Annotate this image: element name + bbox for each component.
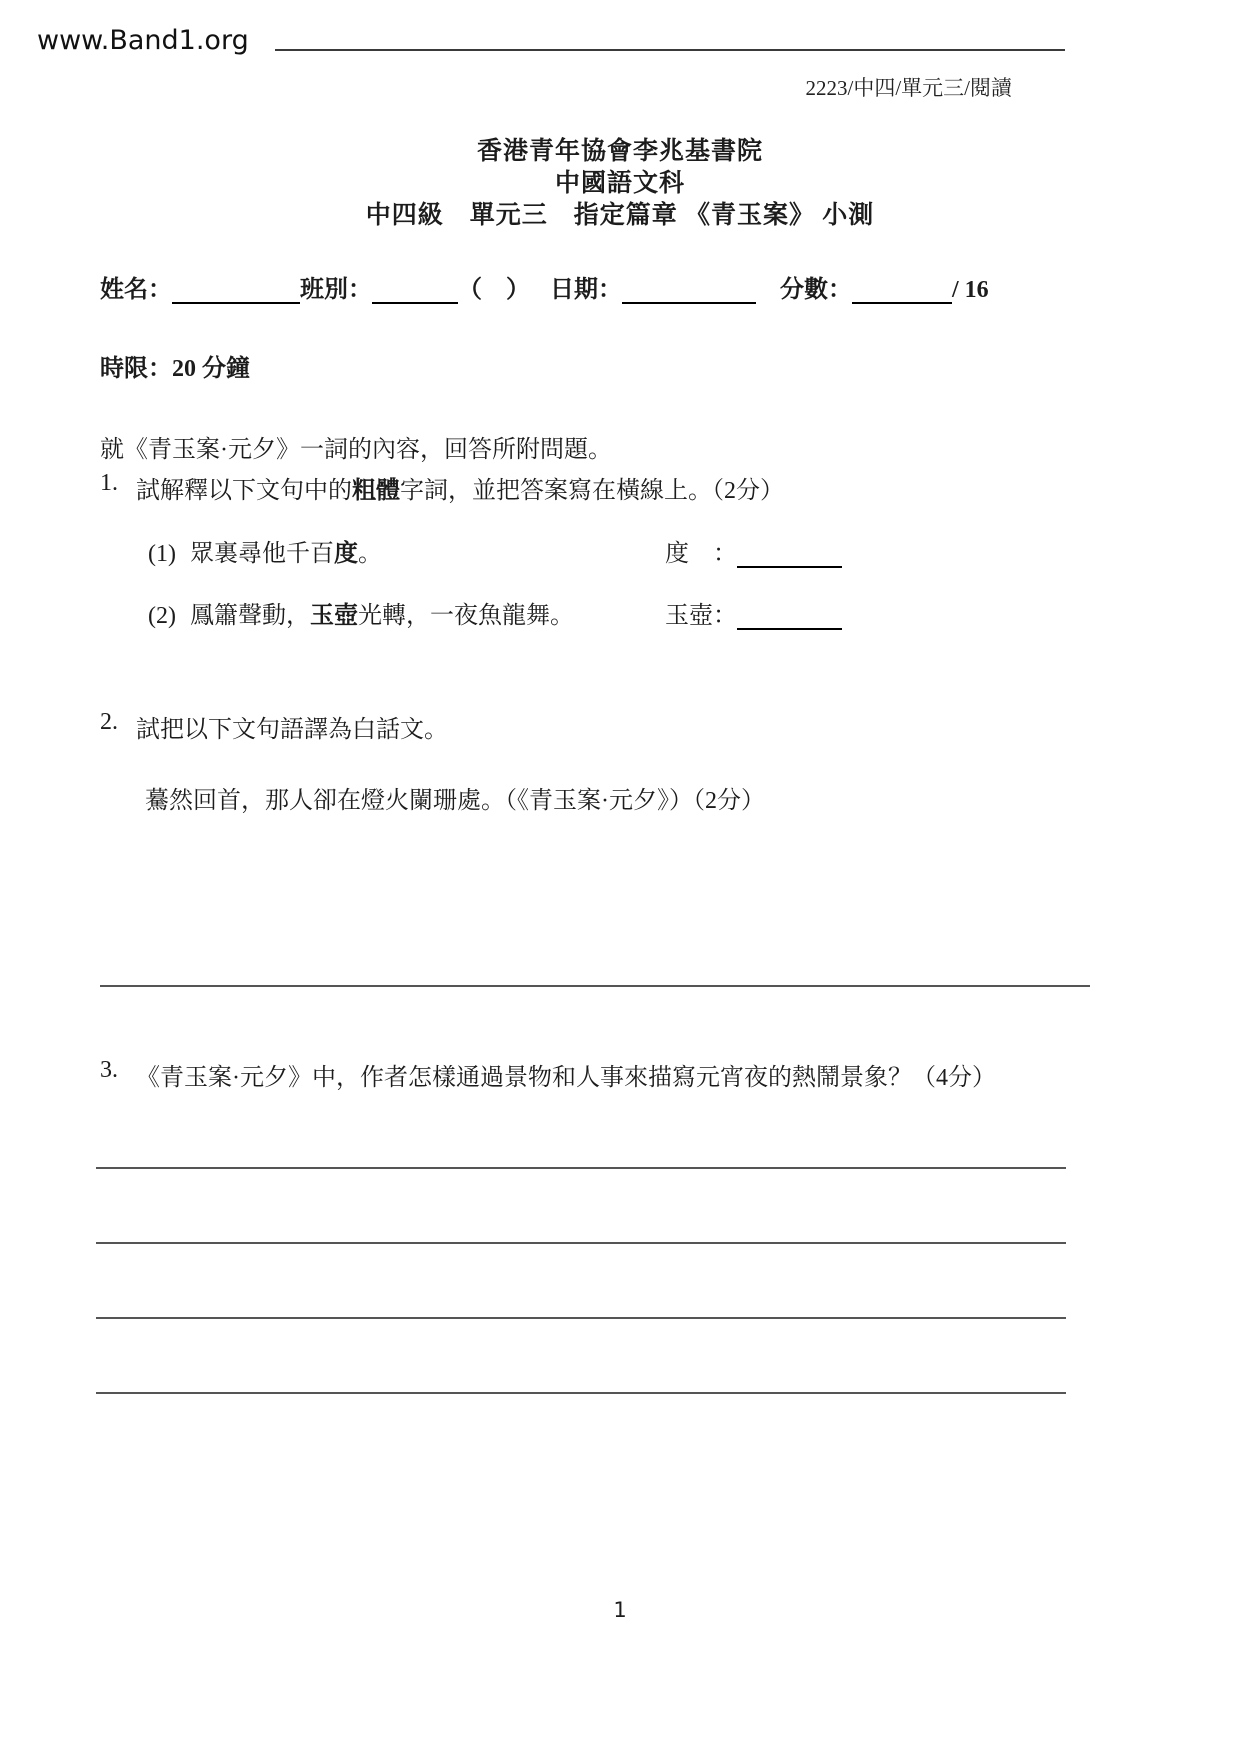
question-3-text: 《青玉案·元夕》中，作者怎樣通過景物和人事來描寫元宵夜的熱鬧景象？（4分） bbox=[136, 1064, 996, 1091]
class-label: 班別： bbox=[300, 276, 372, 303]
question-3-answer-line-1[interactable] bbox=[96, 1167, 1066, 1169]
sub-question-1-bold: 度 bbox=[333, 540, 358, 567]
question-1-text-pre: 試解釋以下文句中的 bbox=[136, 477, 352, 504]
intro-text: 就《青玉案·元夕》一詞的內容，回答所附問題。 bbox=[100, 436, 612, 463]
sub-question-1-post: 。 bbox=[357, 540, 382, 567]
sub-question-2-bold: 玉壺 bbox=[309, 602, 358, 629]
score-blank-field[interactable] bbox=[852, 278, 952, 304]
question-2-number: 2. bbox=[100, 708, 118, 735]
sub-question-2-sentence bbox=[148, 603, 574, 629]
question-3-answer-line-2[interactable] bbox=[96, 1242, 1066, 1244]
sub-question-1-answer-label: 度 ： bbox=[665, 540, 737, 567]
title-block bbox=[0, 136, 1240, 232]
question-3 bbox=[100, 1057, 1240, 1092]
question-1 bbox=[100, 470, 1240, 505]
date-label: 日期： bbox=[550, 276, 622, 303]
site-header bbox=[0, 0, 1240, 56]
sub-question-2-answer bbox=[665, 595, 842, 630]
sub-question-2-answer-label: 玉壺： bbox=[665, 602, 737, 629]
info-line bbox=[100, 272, 1240, 304]
question-2-text: 試把以下文句語譯為白話文。 bbox=[136, 716, 448, 743]
question-2 bbox=[100, 709, 1240, 744]
sub-question-1 bbox=[148, 533, 1240, 567]
site-url: www.Band1.org bbox=[37, 25, 249, 56]
sub-question-2 bbox=[148, 595, 1240, 629]
header-rule bbox=[275, 49, 1065, 51]
sub-question-2-pre: 鳳簫聲動， bbox=[189, 602, 310, 629]
score-total: / 16 bbox=[952, 276, 989, 303]
exam-title: 中四級 單元三 指定篇章 《青玉案》 小測 bbox=[365, 201, 875, 229]
question-3-answer-line-3[interactable] bbox=[96, 1317, 1066, 1319]
sub-question-1-answer-blank[interactable] bbox=[737, 542, 842, 568]
question-1-text-bold: 粗體 bbox=[352, 477, 400, 504]
question-1-text bbox=[136, 470, 844, 505]
date-blank-field[interactable] bbox=[622, 278, 756, 304]
class-blank-field[interactable] bbox=[372, 278, 458, 304]
sub-question-2-post: 光轉，一夜魚龍舞。 bbox=[357, 602, 574, 629]
page-number: 1 bbox=[613, 1598, 627, 1622]
doc-code: 2223/中四/單元三/閱讀 bbox=[805, 75, 1012, 100]
time-limit: 時限：20 分鐘 bbox=[100, 355, 250, 382]
question-3-number: 3. bbox=[100, 1056, 118, 1083]
sub-question-1-sentence bbox=[148, 541, 382, 567]
question-2-quote: 驀然回首，那人卻在燈火闌珊處。（《青玉案·元夕》）（2分） bbox=[145, 787, 765, 814]
class-number-brackets: （ ） bbox=[458, 276, 530, 303]
score-label: 分數： bbox=[780, 276, 852, 303]
question-3-answer-line-4[interactable] bbox=[96, 1392, 1066, 1394]
name-blank-field[interactable] bbox=[172, 278, 300, 304]
subject-name: 中國語文科 bbox=[554, 169, 685, 197]
sub-question-1-number: (1) bbox=[148, 540, 176, 567]
sub-question-1-answer bbox=[665, 533, 842, 568]
question-1-number: 1. bbox=[100, 469, 118, 496]
sub-question-2-answer-blank[interactable] bbox=[737, 604, 842, 630]
sub-question-2-number: (2) bbox=[148, 602, 176, 629]
question-2-answer-line[interactable] bbox=[100, 985, 1090, 987]
name-label: 姓名： bbox=[100, 276, 172, 303]
school-name: 香港青年協會李兆基書院 bbox=[476, 137, 763, 165]
question-1-text-post: 字詞，並把答案寫在橫線上。（2分） bbox=[400, 477, 784, 504]
sub-question-1-pre: 眾裏尋他千百 bbox=[189, 540, 334, 567]
